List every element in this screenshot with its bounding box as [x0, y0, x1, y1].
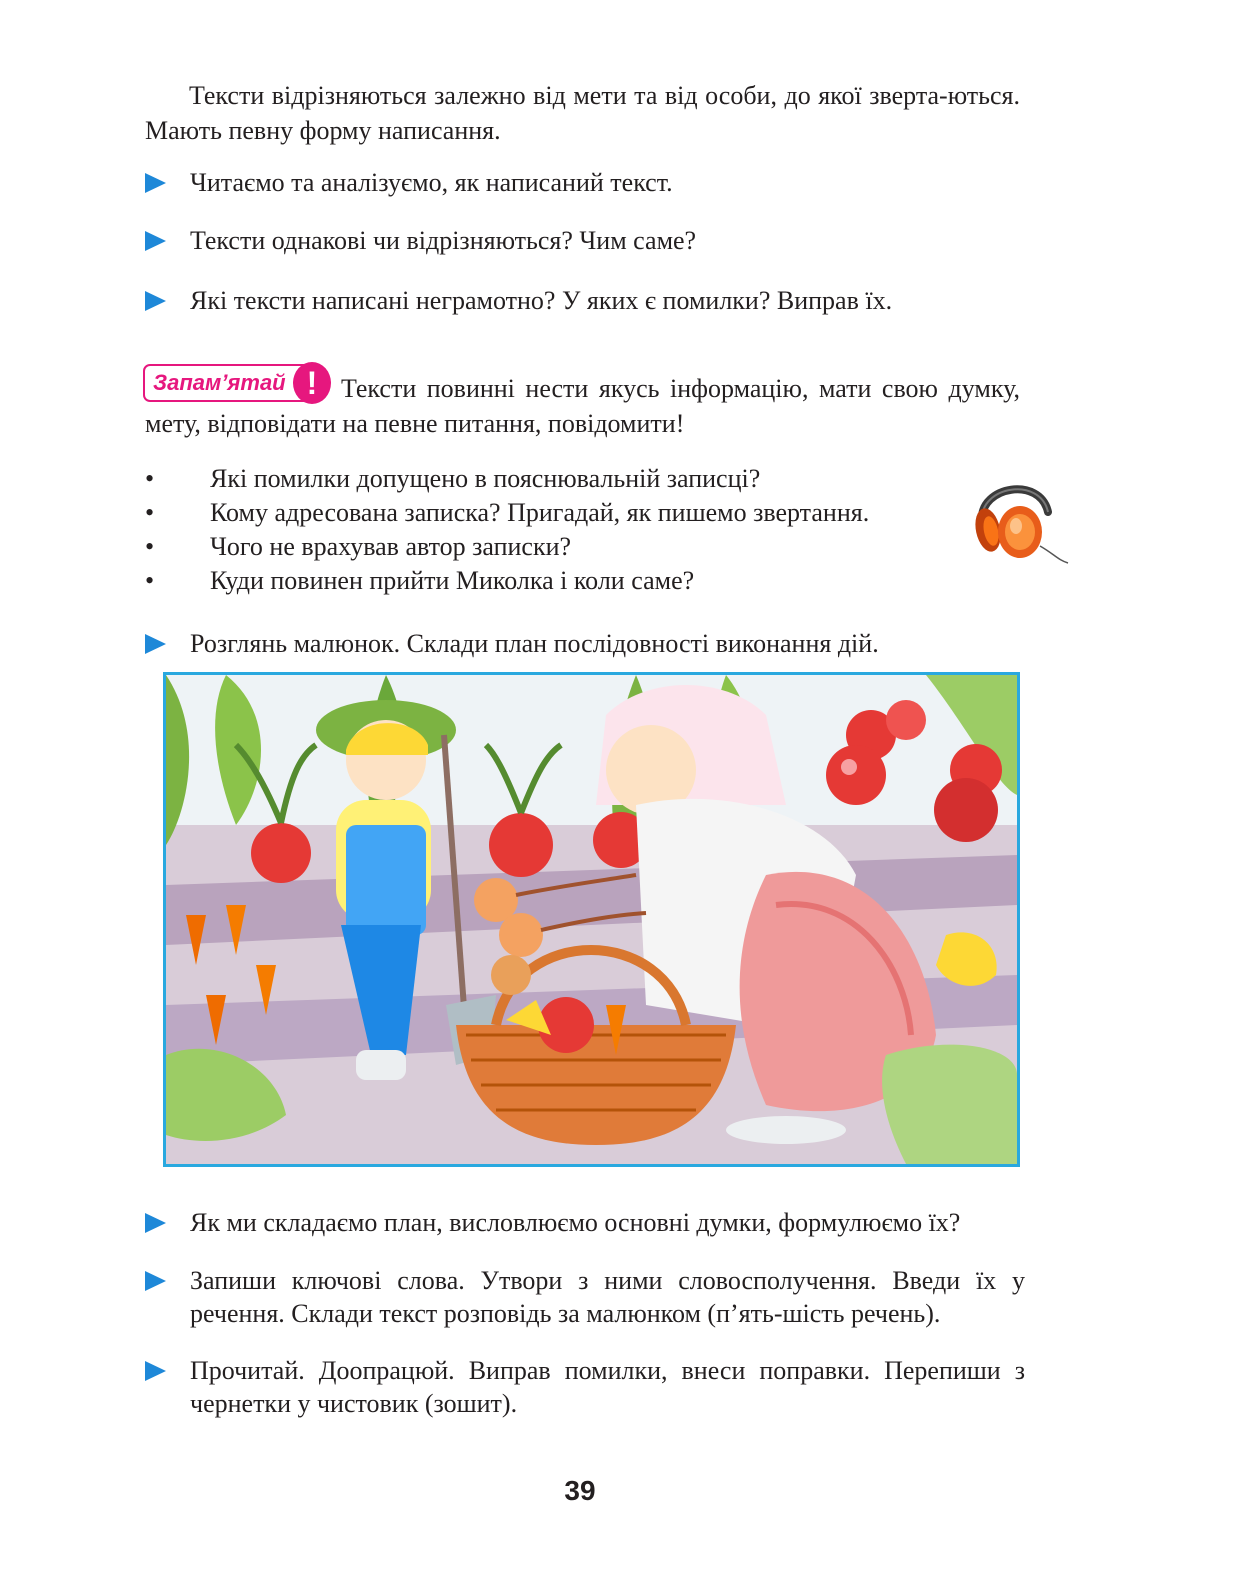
page-number: 39 [564, 1475, 596, 1506]
headphones-icon[interactable] [962, 468, 1072, 568]
remember-badge: Запам’ятай [143, 364, 322, 402]
triangle-arrow-icon [145, 1213, 166, 1233]
task-edit-rewrite: Прочитай. Доопрацюй. Виправ помилки, внеси поправки. Перепиши з чернетки у чистовик (зошит). [145, 1354, 1025, 1420]
task-compare-texts: Тексти однакові чи відрізняються? Чим саме? [145, 224, 1025, 257]
triangle-arrow-icon [145, 291, 166, 311]
triangle-arrow-icon [145, 634, 166, 654]
triangle-arrow-icon [145, 231, 166, 251]
list-item: • Куди повинен прийти Миколка і коли саме? [145, 566, 695, 595]
task-find-errors: Які тексти написані неграмотно? У яких є помилки? Виправ їх. [145, 284, 1025, 317]
question-list [145, 462, 965, 598]
list-item: • Чого не врахував автор записки? [145, 532, 572, 561]
list-item: • Які помилки допущено в пояснювальній записці? [145, 464, 761, 493]
remember-rule-text: Тексти повинні нести якусь інформацію, мати свою думку, мету, відповідати на певне питання, повідомити! [145, 374, 1020, 438]
garden-illustration [163, 672, 1020, 1167]
task-read-analyze: Читаємо та аналізуємо, як написаний текст. [145, 166, 1025, 199]
list-item: • Кому адресована записка? Пригадай, як пишемо звертання. [145, 498, 870, 527]
intro-paragraph [145, 78, 1020, 148]
task-make-plan: Як ми складаємо план, висловлюємо основні думки, формулюємо їх? [145, 1206, 1025, 1239]
triangle-arrow-icon [145, 1271, 166, 1291]
task-keywords-story: Запиши ключові слова. Утвори з ними словосполучення. Введи їх у речення. Склади текст розповідь за малюнком (п’ять-шість речень). [145, 1264, 1025, 1330]
garden-scene-image [166, 675, 1017, 1164]
intro-text: Тексти відрізняються залежно від мети та від особи, до якої зверта-ються. Мають певну форму написання. [145, 81, 1020, 145]
task-picture-plan: Розглянь малюнок. Склади план послідовності виконання дій. [145, 627, 1025, 660]
triangle-arrow-icon [145, 173, 166, 193]
exclamation-icon: ! [293, 362, 331, 404]
triangle-arrow-icon [145, 1361, 166, 1381]
